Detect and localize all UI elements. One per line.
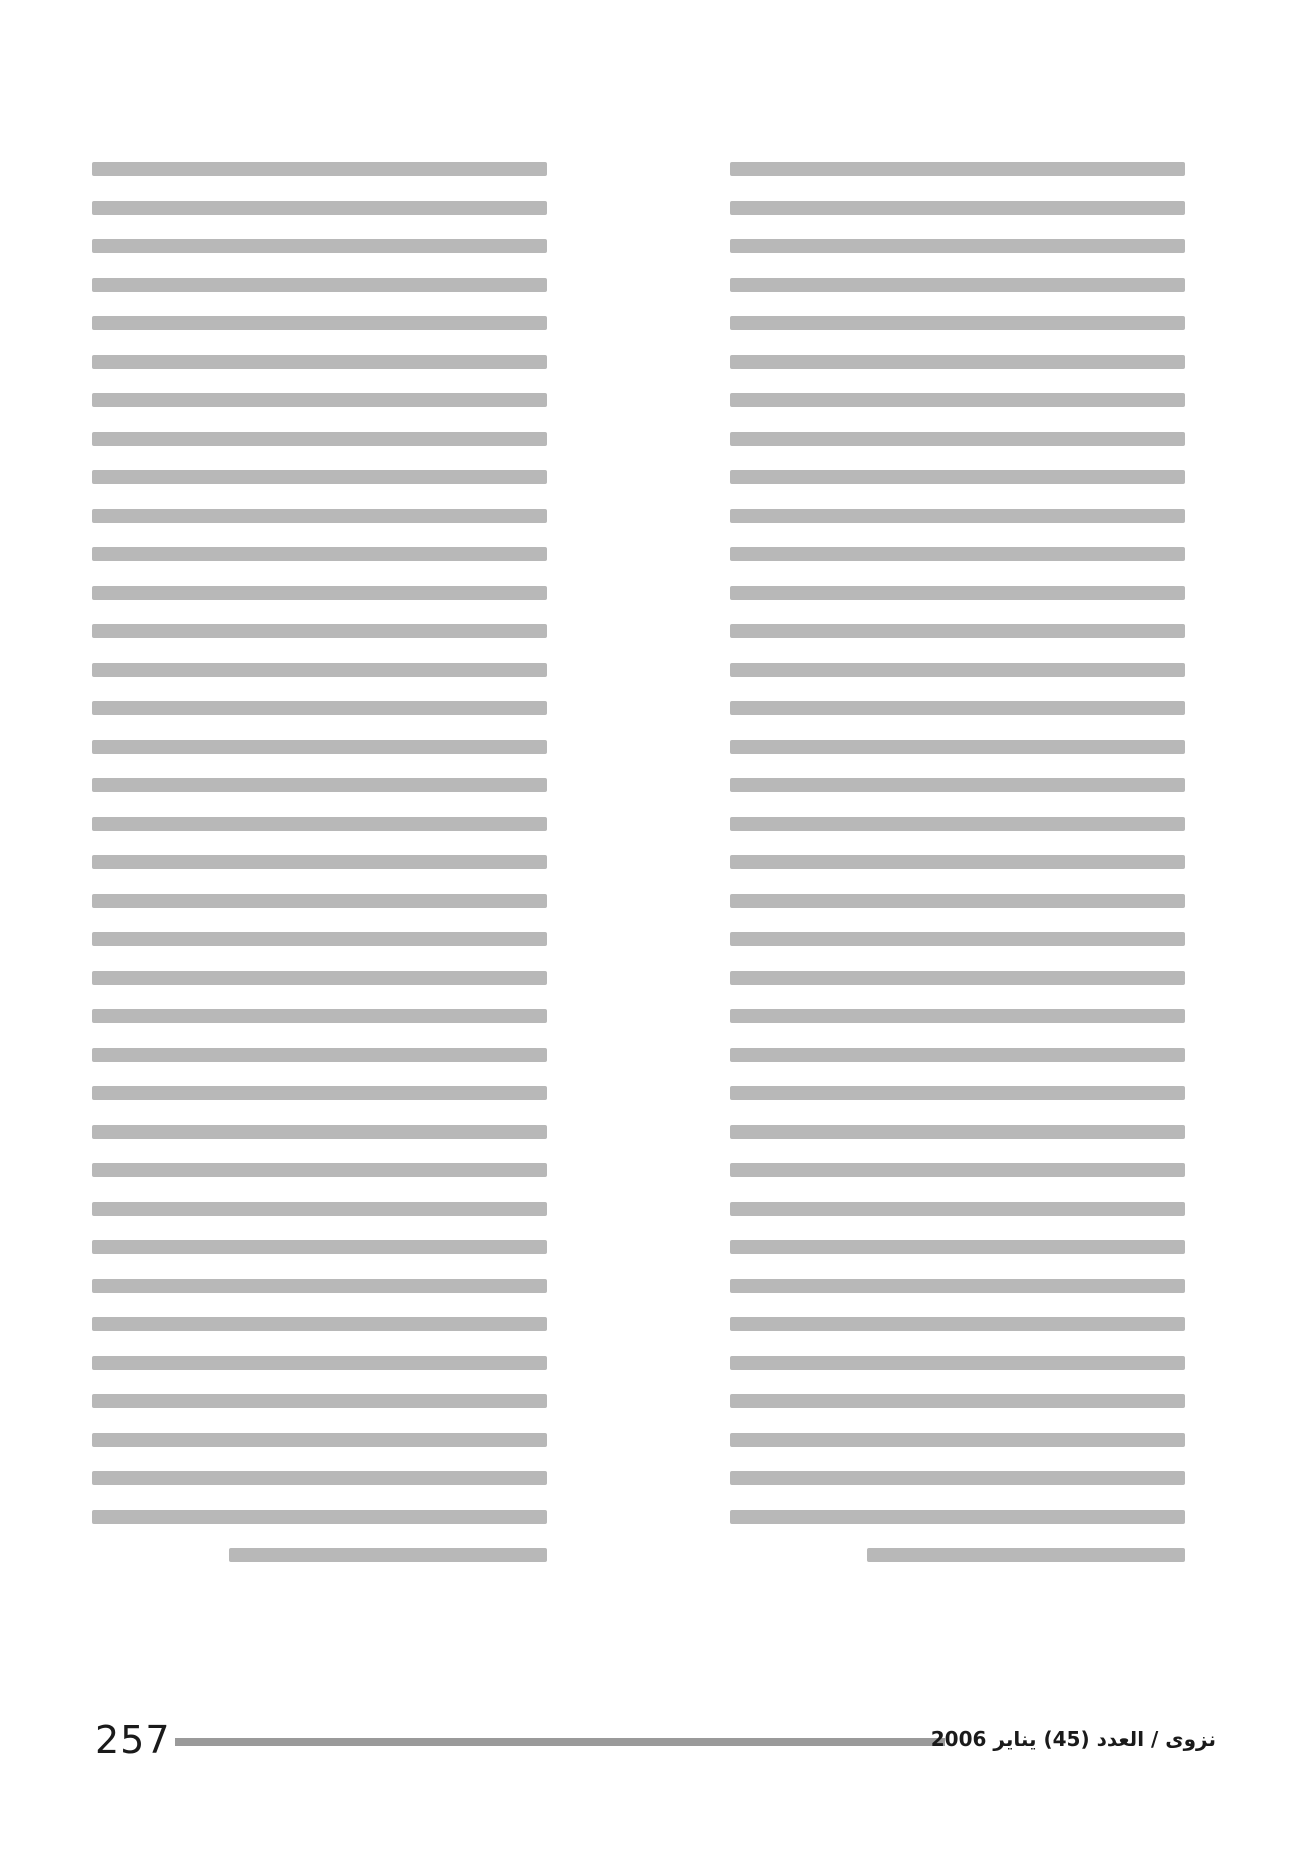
text-line-placeholder xyxy=(730,355,1185,369)
text-line-placeholder xyxy=(730,1163,1185,1177)
text-line-placeholder xyxy=(730,393,1185,407)
text-line-placeholder xyxy=(730,817,1185,831)
text-line-placeholder xyxy=(730,316,1185,330)
text-line-placeholder xyxy=(92,239,547,253)
text-line-placeholder xyxy=(730,1471,1185,1485)
text-line-placeholder xyxy=(730,624,1185,638)
right-text-column xyxy=(730,150,1185,1590)
text-line-placeholder xyxy=(730,162,1185,176)
text-line-placeholder xyxy=(730,932,1185,946)
text-line-placeholder xyxy=(730,1086,1185,1100)
text-line-placeholder xyxy=(92,201,547,215)
text-line-placeholder xyxy=(92,316,547,330)
text-line-placeholder xyxy=(730,663,1185,677)
text-line-placeholder xyxy=(730,1202,1185,1216)
text-line-placeholder xyxy=(730,740,1185,754)
text-line-placeholder xyxy=(92,1433,547,1447)
text-line-placeholder xyxy=(92,586,547,600)
text-line-placeholder xyxy=(92,1471,547,1485)
text-line-placeholder xyxy=(92,1009,547,1023)
text-line-placeholder xyxy=(92,932,547,946)
text-line-placeholder xyxy=(730,509,1185,523)
text-line-placeholder xyxy=(92,817,547,831)
text-line-placeholder xyxy=(730,1394,1185,1408)
text-line-placeholder xyxy=(867,1548,1186,1562)
text-line-placeholder xyxy=(92,1356,547,1370)
text-line-placeholder xyxy=(92,971,547,985)
text-line-placeholder xyxy=(92,547,547,561)
text-line-placeholder xyxy=(92,393,547,407)
text-line-placeholder xyxy=(229,1548,548,1562)
text-line-placeholder xyxy=(730,1317,1185,1331)
text-line-placeholder xyxy=(730,1125,1185,1139)
text-line-placeholder xyxy=(92,663,547,677)
footer-issue-line: نزوى / العدد (45) يناير 2006 xyxy=(930,1727,1216,1751)
text-line-placeholder xyxy=(730,1510,1185,1524)
text-line-placeholder xyxy=(730,894,1185,908)
text-line-placeholder xyxy=(92,1279,547,1293)
text-line-placeholder xyxy=(730,1433,1185,1447)
page-number: 257 xyxy=(95,1718,171,1762)
text-line-placeholder xyxy=(92,509,547,523)
text-line-placeholder xyxy=(730,1240,1185,1254)
text-line-placeholder xyxy=(92,855,547,869)
text-line-placeholder xyxy=(92,624,547,638)
text-line-placeholder xyxy=(92,1163,547,1177)
text-line-placeholder xyxy=(92,1394,547,1408)
text-line-placeholder xyxy=(92,432,547,446)
text-line-placeholder xyxy=(730,778,1185,792)
text-line-placeholder xyxy=(730,1356,1185,1370)
text-line-placeholder xyxy=(730,201,1185,215)
text-line-placeholder xyxy=(730,1009,1185,1023)
text-line-placeholder xyxy=(92,1510,547,1524)
text-line-placeholder xyxy=(92,162,547,176)
text-line-placeholder xyxy=(730,586,1185,600)
text-line-placeholder xyxy=(92,740,547,754)
text-line-placeholder xyxy=(730,701,1185,715)
text-line-placeholder xyxy=(730,239,1185,253)
left-text-column xyxy=(92,150,547,1590)
text-line-placeholder xyxy=(92,701,547,715)
text-line-placeholder xyxy=(92,278,547,292)
text-line-placeholder xyxy=(92,1240,547,1254)
text-line-placeholder xyxy=(92,1086,547,1100)
text-line-placeholder xyxy=(92,355,547,369)
text-line-placeholder xyxy=(730,278,1185,292)
text-line-placeholder xyxy=(730,1048,1185,1062)
text-line-placeholder xyxy=(730,1279,1185,1293)
text-line-placeholder xyxy=(730,547,1185,561)
text-line-placeholder xyxy=(92,1125,547,1139)
footer-rule xyxy=(175,1738,945,1746)
text-line-placeholder xyxy=(92,1048,547,1062)
text-line-placeholder xyxy=(92,894,547,908)
text-line-placeholder xyxy=(92,778,547,792)
text-line-placeholder xyxy=(730,855,1185,869)
text-line-placeholder xyxy=(92,1317,547,1331)
text-line-placeholder xyxy=(730,470,1185,484)
text-line-placeholder xyxy=(730,432,1185,446)
text-line-placeholder xyxy=(92,1202,547,1216)
text-line-placeholder xyxy=(730,971,1185,985)
text-line-placeholder xyxy=(92,470,547,484)
